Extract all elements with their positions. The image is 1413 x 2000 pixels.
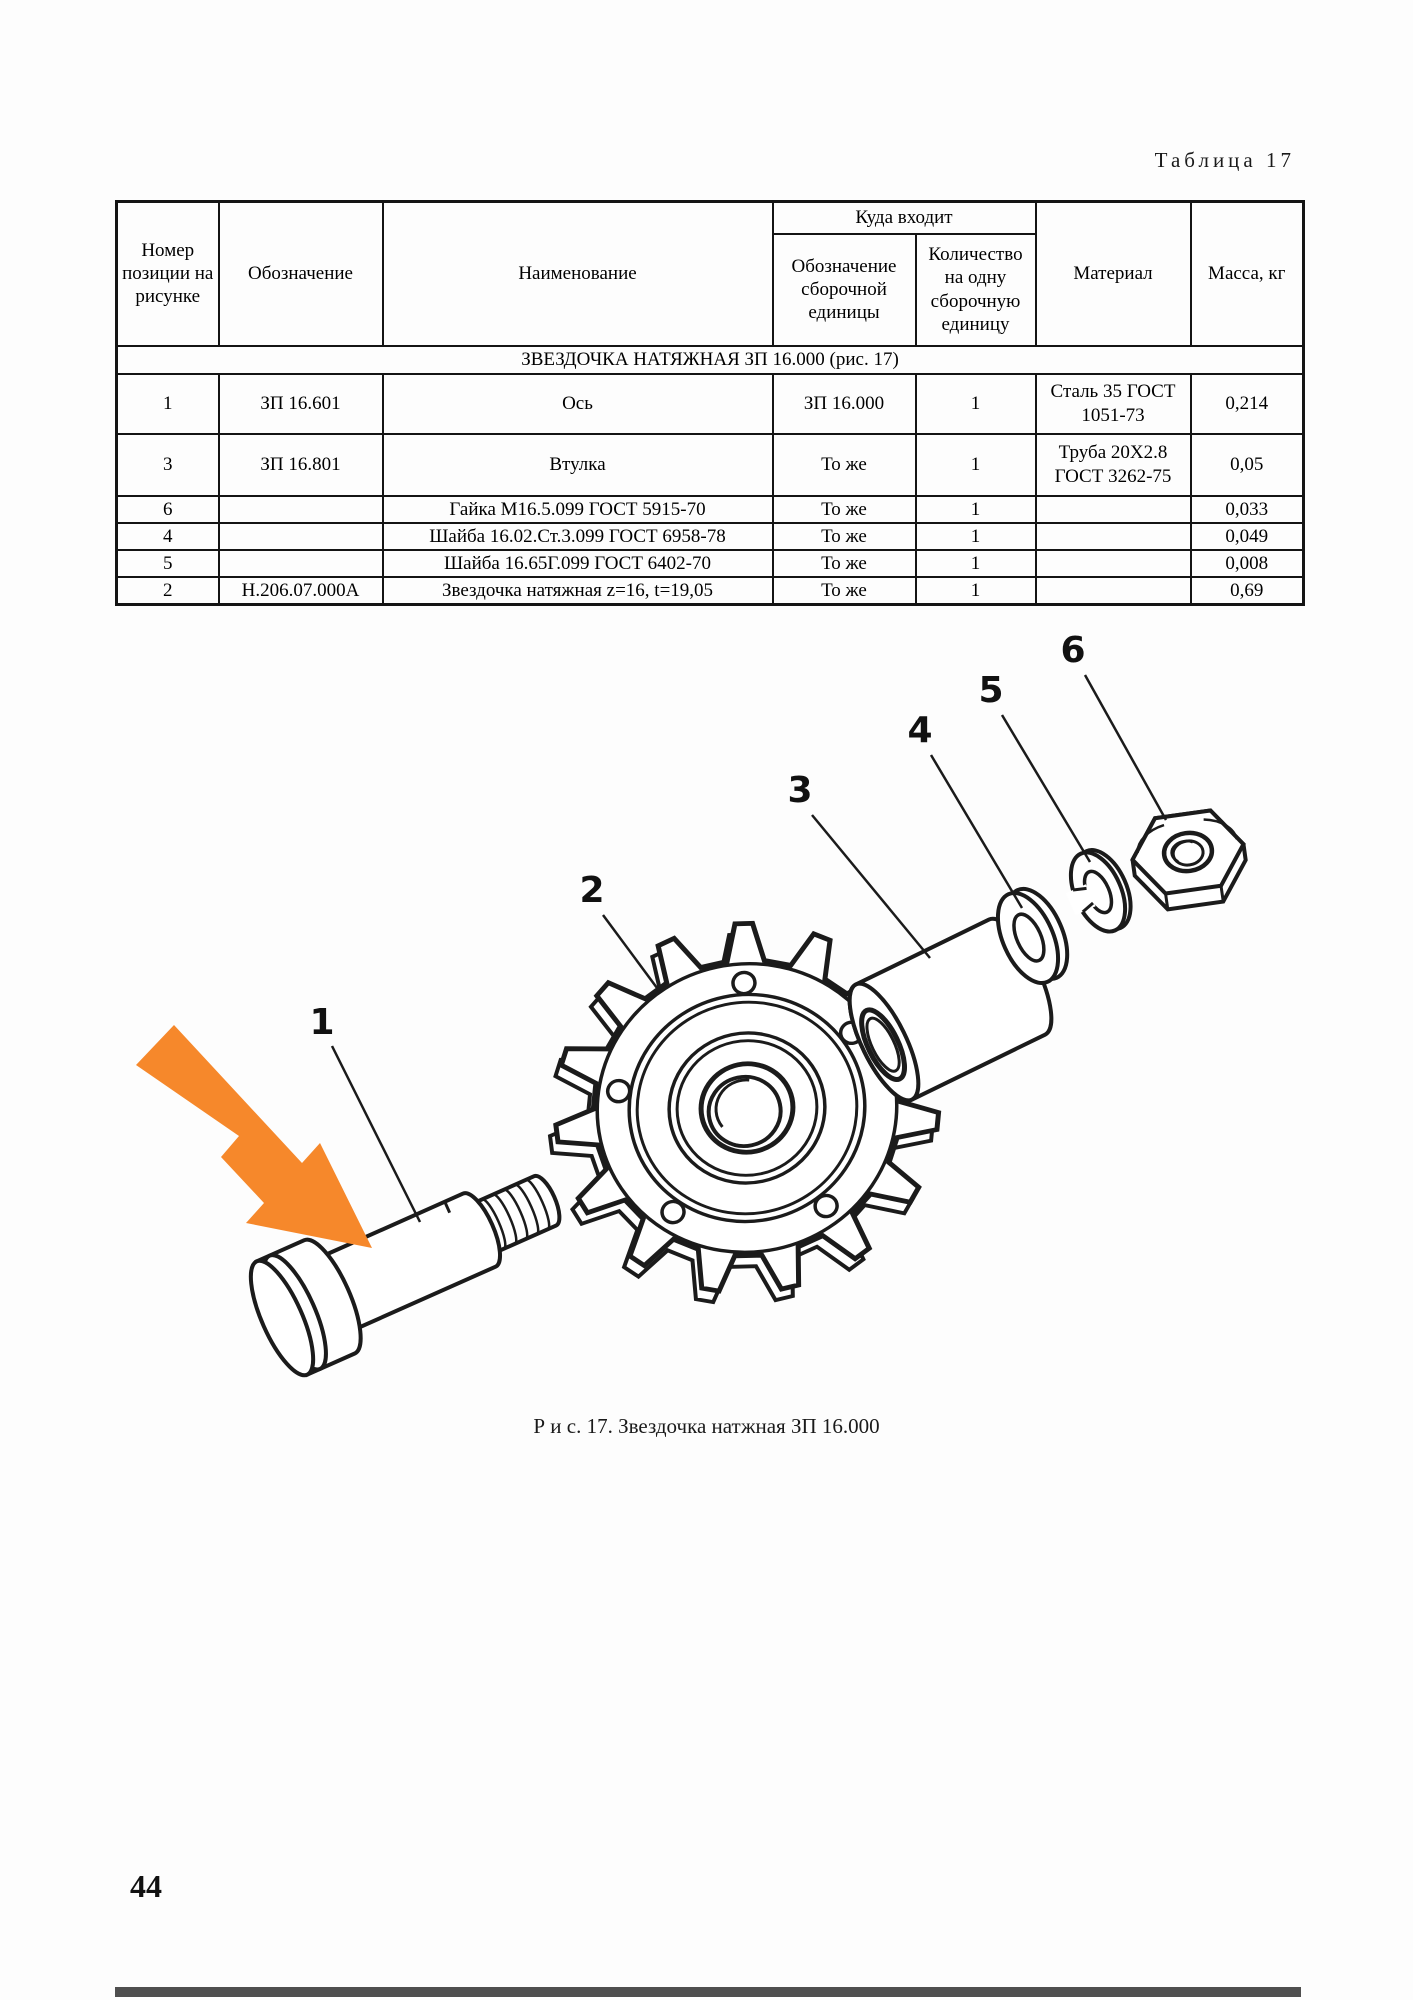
cell-name: Гайка М16.5.099 ГОСТ 5915-70 <box>383 496 773 523</box>
section-row <box>117 346 1304 374</box>
cell-name: Втулка <box>383 434 773 496</box>
table-row <box>117 434 1304 496</box>
figure-caption: Р и с. 17. Звездочка натжная ЗП 16.000 <box>533 1414 880 1438</box>
header-where-used: Куда входит <box>773 202 1036 234</box>
lock-washer-part <box>1054 842 1142 943</box>
cell-desig: ЗП 16.801 <box>219 434 383 496</box>
cell-material <box>1036 496 1191 523</box>
bottom-scan-bar <box>115 1987 1301 1997</box>
cell-desig: ЗП 16.601 <box>219 374 383 434</box>
cell-assembly: То же <box>773 434 916 496</box>
cell-mass: 0,049 <box>1191 523 1304 550</box>
callout-1: 1 <box>309 1002 335 1043</box>
page-number: 44 <box>130 1868 162 1904</box>
cell-qty: 1 <box>916 550 1036 577</box>
parts-table <box>115 200 1305 606</box>
cell-material: Сталь 35 ГОСТ 1051-73 <box>1036 374 1191 434</box>
cell-assembly: То же <box>773 577 916 605</box>
cell-qty: 1 <box>916 523 1036 550</box>
leader-3 <box>812 815 930 958</box>
cell-pos: 4 <box>117 523 219 550</box>
cell-material <box>1036 550 1191 577</box>
section-title: ЗВЕЗДОЧКА НАТЯЖНАЯ ЗП 16.000 (рис. 17) <box>117 346 1304 374</box>
cell-material <box>1036 523 1191 550</box>
cell-desig <box>219 550 383 577</box>
header-name: Наименование <box>383 202 773 346</box>
table-row <box>117 523 1304 550</box>
header-qty: Количество на одну сборочную единицу <box>916 234 1036 346</box>
table-row <box>117 496 1304 523</box>
cell-qty: 1 <box>916 374 1036 434</box>
header-material: Материал <box>1036 202 1191 346</box>
table-row <box>117 374 1304 434</box>
cell-pos: 1 <box>117 374 219 434</box>
callout-6: 6 <box>1060 630 1086 671</box>
cell-desig <box>219 523 383 550</box>
cell-mass: 0,05 <box>1191 434 1304 496</box>
leader-5 <box>1002 715 1090 862</box>
table-row <box>117 550 1304 577</box>
cell-qty: 1 <box>916 434 1036 496</box>
callout-5: 5 <box>978 670 1004 711</box>
exploded-view-figure <box>0 600 1413 1400</box>
leader-4 <box>931 755 1022 908</box>
cell-name: Шайба 16.65Г.099 ГОСТ 6402-70 <box>383 550 773 577</box>
cell-mass: 0,214 <box>1191 374 1304 434</box>
callout-3: 3 <box>787 770 813 811</box>
callout-2: 2 <box>579 870 605 911</box>
cell-pos: 2 <box>117 577 219 605</box>
leader-6 <box>1085 675 1166 820</box>
cell-desig <box>219 496 383 523</box>
cell-mass: 0,69 <box>1191 577 1304 605</box>
pointer-arrow <box>136 1025 372 1248</box>
callout-4: 4 <box>907 710 933 751</box>
cell-pos: 3 <box>117 434 219 496</box>
cell-name: Ось <box>383 374 773 434</box>
nut-part <box>1127 807 1251 914</box>
table-title: Таблица 17 <box>1154 148 1295 172</box>
table-header-row-1 <box>117 202 1304 234</box>
cell-assembly: То же <box>773 550 916 577</box>
cell-material: Труба 20Х2.8 ГОСТ 3262-75 <box>1036 434 1191 496</box>
header-designation: Обозначение <box>219 202 383 346</box>
cell-qty: 1 <box>916 496 1036 523</box>
cell-name: Звездочка натяжная z=16, t=19,05 <box>383 577 773 605</box>
header-assembly-designation: Обозначение сборочной единицы <box>773 234 916 346</box>
leader-2 <box>603 915 660 992</box>
cell-pos: 5 <box>117 550 219 577</box>
cell-assembly: То же <box>773 523 916 550</box>
cell-pos: 6 <box>117 496 219 523</box>
cell-assembly: То же <box>773 496 916 523</box>
header-pos: Номер позиции на рисунке <box>117 202 219 346</box>
sprocket-part <box>514 890 975 1340</box>
cell-desig: Н.206.07.000А <box>219 577 383 605</box>
header-mass: Масса, кг <box>1191 202 1304 346</box>
cell-mass: 0,008 <box>1191 550 1304 577</box>
cell-mass: 0,033 <box>1191 496 1304 523</box>
cell-qty: 1 <box>916 577 1036 605</box>
cell-name: Шайба 16.02.Ст.3.099 ГОСТ 6958-78 <box>383 523 773 550</box>
cell-assembly: ЗП 16.000 <box>773 374 916 434</box>
